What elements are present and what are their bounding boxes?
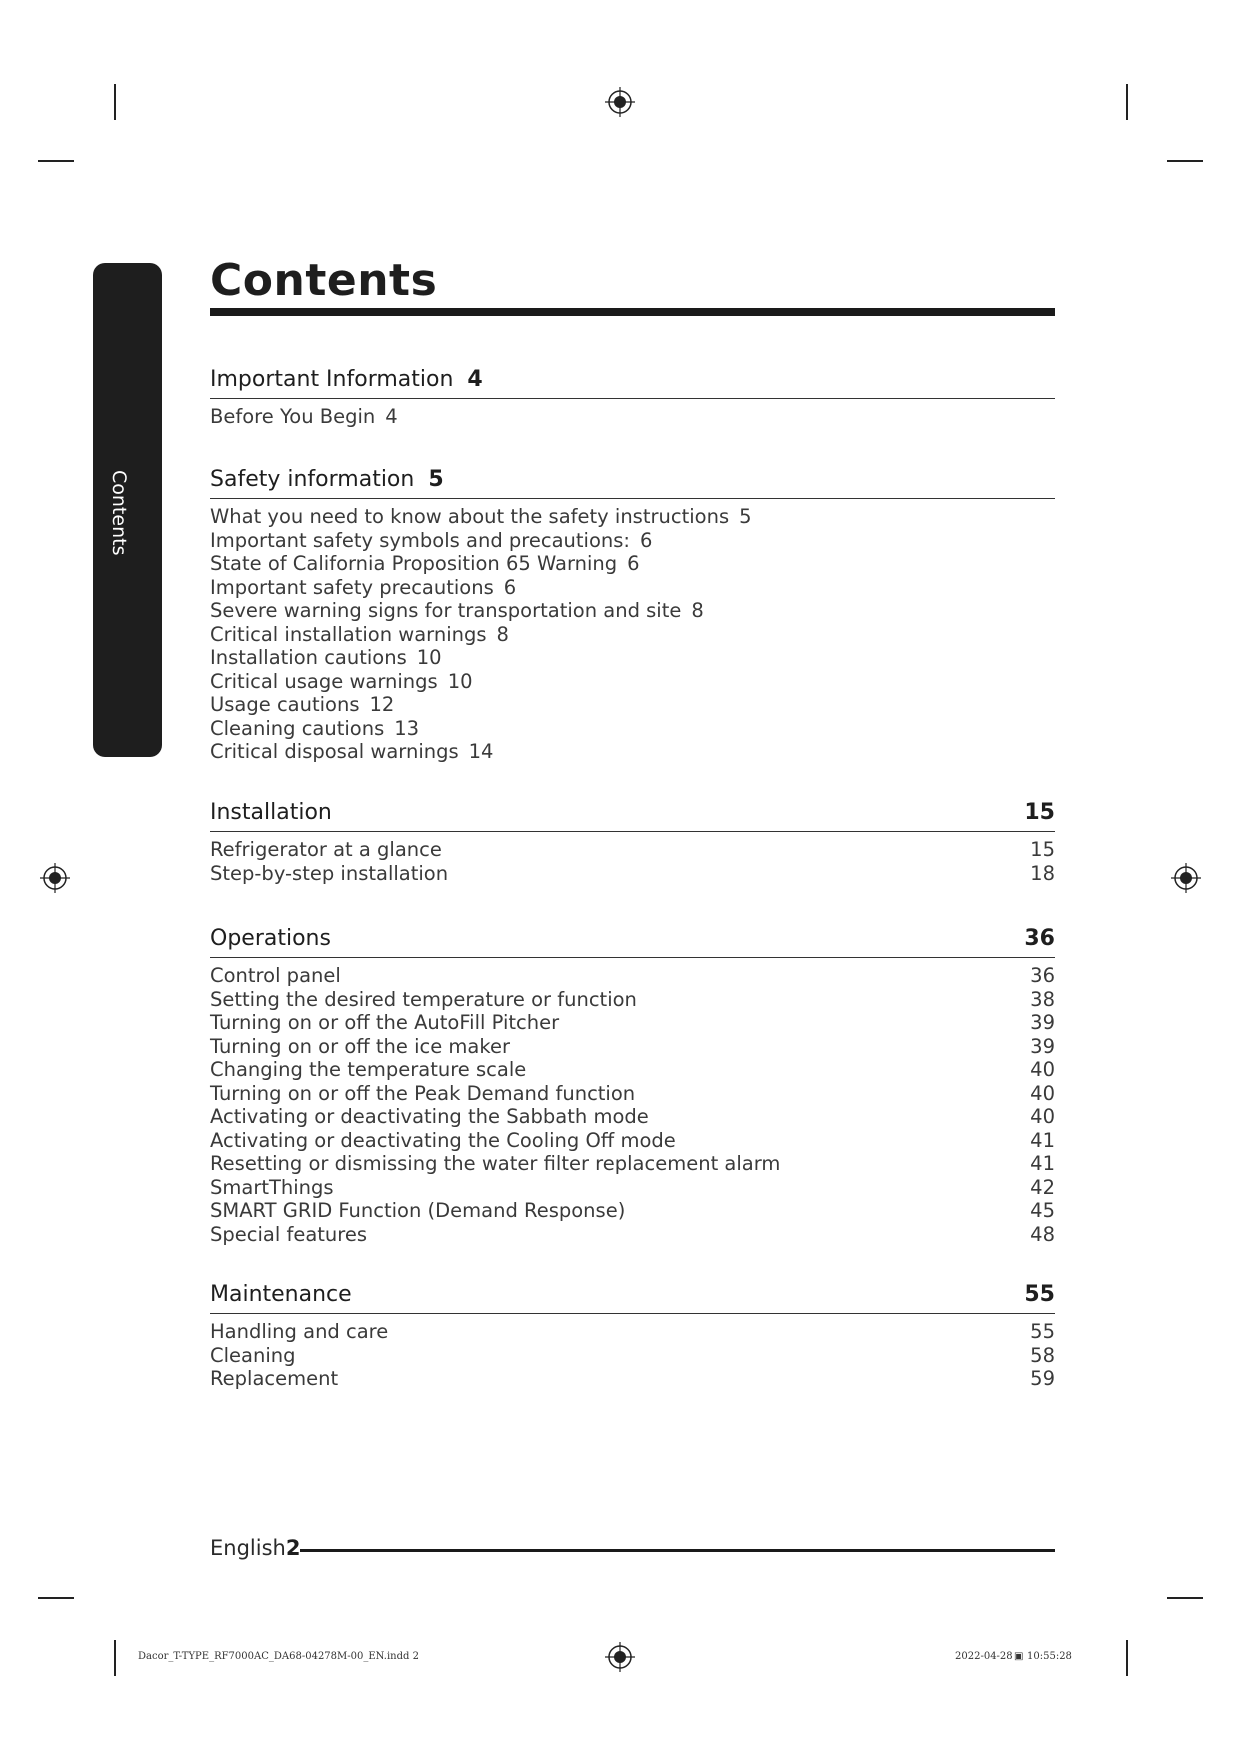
entry-label: SMART GRID Function (Demand Response)	[210, 1199, 626, 1222]
crop-mark	[1126, 1640, 1128, 1676]
toc-entry[interactable]	[210, 1320, 1055, 1344]
section-title: Safety information	[210, 467, 415, 492]
section-page: 4	[467, 367, 483, 392]
entry-label: Control panel	[210, 964, 341, 987]
entry-label: Turning on or off the AutoFill Pitcher	[210, 1011, 560, 1034]
section-title: Important Information	[210, 367, 454, 392]
crop-mark	[1167, 1597, 1203, 1599]
entry-page: 39	[1030, 1034, 1055, 1058]
entry-page: 41	[1030, 1128, 1055, 1152]
section-title: Operations	[210, 926, 331, 951]
toc-entry[interactable]	[210, 717, 1055, 741]
toc-entry[interactable]	[210, 1344, 1055, 1368]
entry-label: Before You Begin	[210, 405, 376, 428]
entry-page: 41	[1030, 1152, 1055, 1175]
toc-entry[interactable]	[210, 1011, 1055, 1035]
entry-label: Installation cautions	[210, 646, 407, 669]
title-rule	[210, 308, 1055, 316]
toc-entry[interactable]	[210, 1105, 1055, 1129]
entry-page: 12	[369, 693, 395, 716]
entry-label: Cleaning cautions	[210, 716, 385, 740]
toc-section-installation	[210, 800, 1055, 885]
footer-page-label	[210, 1536, 300, 1560]
section-heading[interactable]	[210, 926, 1055, 958]
toc-entry[interactable]	[210, 862, 1055, 886]
entry-label: Important safety symbols and precautions:	[210, 528, 630, 552]
entry-label: Usage cautions	[210, 693, 360, 716]
toc-entry[interactable]	[210, 505, 1055, 529]
entry-page: 10	[416, 646, 442, 669]
registration-mark-icon	[40, 863, 70, 893]
toc-section-important-information	[210, 367, 1055, 429]
entry-page: 6	[627, 552, 640, 575]
entry-label: State of California Proposition 65 Warning	[210, 552, 618, 575]
toc-entry[interactable]	[210, 599, 1055, 623]
section-title: Installation	[210, 800, 332, 825]
page-title: Contents	[210, 255, 438, 306]
toc-entry[interactable]	[210, 1367, 1055, 1391]
entry-page: 8	[691, 599, 704, 622]
registration-mark-icon	[605, 87, 635, 117]
slug-date: 2022-04-28	[955, 1651, 1013, 1662]
entry-label: What you need to know about the safety instructions	[210, 505, 730, 528]
entry-page: 59	[1030, 1367, 1055, 1390]
entry-label: Important safety precautions	[210, 575, 494, 599]
crop-mark	[38, 160, 74, 162]
entry-label: Step-by-step installation	[210, 861, 449, 885]
entry-page: 40	[1030, 1081, 1055, 1105]
entry-page: 58	[1030, 1343, 1055, 1367]
entry-label: Critical disposal warnings	[210, 740, 459, 763]
section-heading[interactable]	[210, 467, 1055, 499]
entry-page: 18	[1030, 861, 1055, 885]
entry-label: Critical installation warnings	[210, 622, 487, 646]
section-page: 36	[1024, 926, 1055, 951]
section-page: 5	[428, 467, 444, 492]
entry-page: 45	[1030, 1199, 1055, 1222]
toc-section-safety-information	[210, 467, 1055, 764]
entry-label: Activating or deactivating the Sabbath mode	[210, 1105, 649, 1128]
section-page: 55	[1024, 1282, 1055, 1307]
footer-rule	[300, 1549, 1055, 1552]
section-heading[interactable]	[210, 1282, 1055, 1314]
entry-page: 13	[394, 716, 420, 740]
entry-label: Refrigerator at a glance	[210, 838, 442, 861]
entry-label: Handling and care	[210, 1320, 389, 1343]
toc-entry[interactable]	[210, 838, 1055, 862]
entry-label: Turning on or off the ice maker	[210, 1034, 510, 1058]
entry-label: Cleaning	[210, 1343, 296, 1367]
toc-entry[interactable]	[210, 646, 1055, 670]
toc-entry[interactable]	[210, 529, 1055, 553]
slug-clock-icon: ▣	[1014, 1651, 1024, 1662]
entry-page: 48	[1030, 1222, 1055, 1246]
entry-page: 40	[1030, 1105, 1055, 1128]
entry-label: Resetting or dismissing the water filter replacement alarm	[210, 1152, 781, 1175]
crop-mark	[1126, 84, 1128, 120]
toc-entry[interactable]	[210, 740, 1055, 764]
crop-mark	[114, 84, 116, 120]
toc-entry[interactable]	[210, 670, 1055, 694]
section-heading[interactable]	[210, 367, 1055, 399]
section-page: 15	[1024, 800, 1055, 825]
entry-label: Turning on or off the Peak Demand function	[210, 1081, 636, 1105]
crop-mark	[1167, 160, 1203, 162]
footer-page-number: 2	[285, 1536, 301, 1560]
entry-page: 10	[447, 669, 473, 693]
entry-label: Severe warning signs for transportation and site	[210, 599, 682, 622]
entry-page: 39	[1030, 1011, 1055, 1034]
entry-page: 36	[1030, 964, 1055, 987]
toc-entry[interactable]	[210, 964, 1055, 988]
entry-page: 14	[468, 740, 494, 763]
entry-page: 15	[1030, 838, 1055, 861]
entry-page: 55	[1030, 1320, 1055, 1343]
section-title: Maintenance	[210, 1282, 352, 1307]
entry-page: 5	[739, 505, 752, 528]
toc-entry[interactable]	[210, 1035, 1055, 1059]
toc-entry[interactable]	[210, 1223, 1055, 1247]
footer-language: English	[210, 1536, 286, 1560]
toc-entry[interactable]	[210, 576, 1055, 600]
entry-label: Activating or deactivating the Cooling Off mode	[210, 1128, 676, 1152]
entry-page: 38	[1030, 987, 1055, 1011]
entry-label: SmartThings	[210, 1175, 334, 1199]
toc-entry[interactable]	[210, 1176, 1055, 1200]
entry-label: Setting the desired temperature or function	[210, 987, 637, 1011]
toc-entry[interactable]	[210, 1082, 1055, 1106]
entry-page: 4	[385, 405, 398, 428]
slug-time: 10:55:28	[1027, 1651, 1072, 1662]
entry-page: 42	[1030, 1175, 1055, 1199]
toc-entry[interactable]	[210, 552, 1055, 576]
toc-entry[interactable]	[210, 693, 1055, 717]
toc-entry[interactable]	[210, 405, 1055, 429]
entry-page: 6	[639, 528, 653, 552]
entry-page: 40	[1030, 1058, 1055, 1081]
registration-mark-icon	[605, 1642, 635, 1672]
entry-label: Changing the temperature scale	[210, 1058, 527, 1081]
entry-page: 8	[496, 622, 509, 646]
entry-label: Critical usage warnings	[210, 669, 438, 693]
entry-page: 6	[503, 575, 517, 599]
toc-section-operations	[210, 926, 1055, 1246]
toc-section-maintenance	[210, 1282, 1055, 1391]
toc-entry[interactable]	[210, 1129, 1055, 1153]
toc-entry[interactable]	[210, 988, 1055, 1012]
toc-entry[interactable]	[210, 1152, 1055, 1176]
entry-label: Special features	[210, 1222, 368, 1246]
toc-entry[interactable]	[210, 1058, 1055, 1082]
slug-filename: Dacor_T-TYPE_RF7000AC_DA68-04278M-00_EN.indd 2	[138, 1651, 419, 1662]
crop-mark	[114, 1640, 116, 1676]
toc-entry[interactable]	[210, 1199, 1055, 1223]
crop-mark	[38, 1597, 74, 1599]
toc-entry[interactable]	[210, 623, 1055, 647]
section-heading[interactable]	[210, 800, 1055, 832]
entry-label: Replacement	[210, 1367, 339, 1390]
side-tab-label: Contents	[108, 470, 130, 556]
registration-mark-icon	[1171, 863, 1201, 893]
